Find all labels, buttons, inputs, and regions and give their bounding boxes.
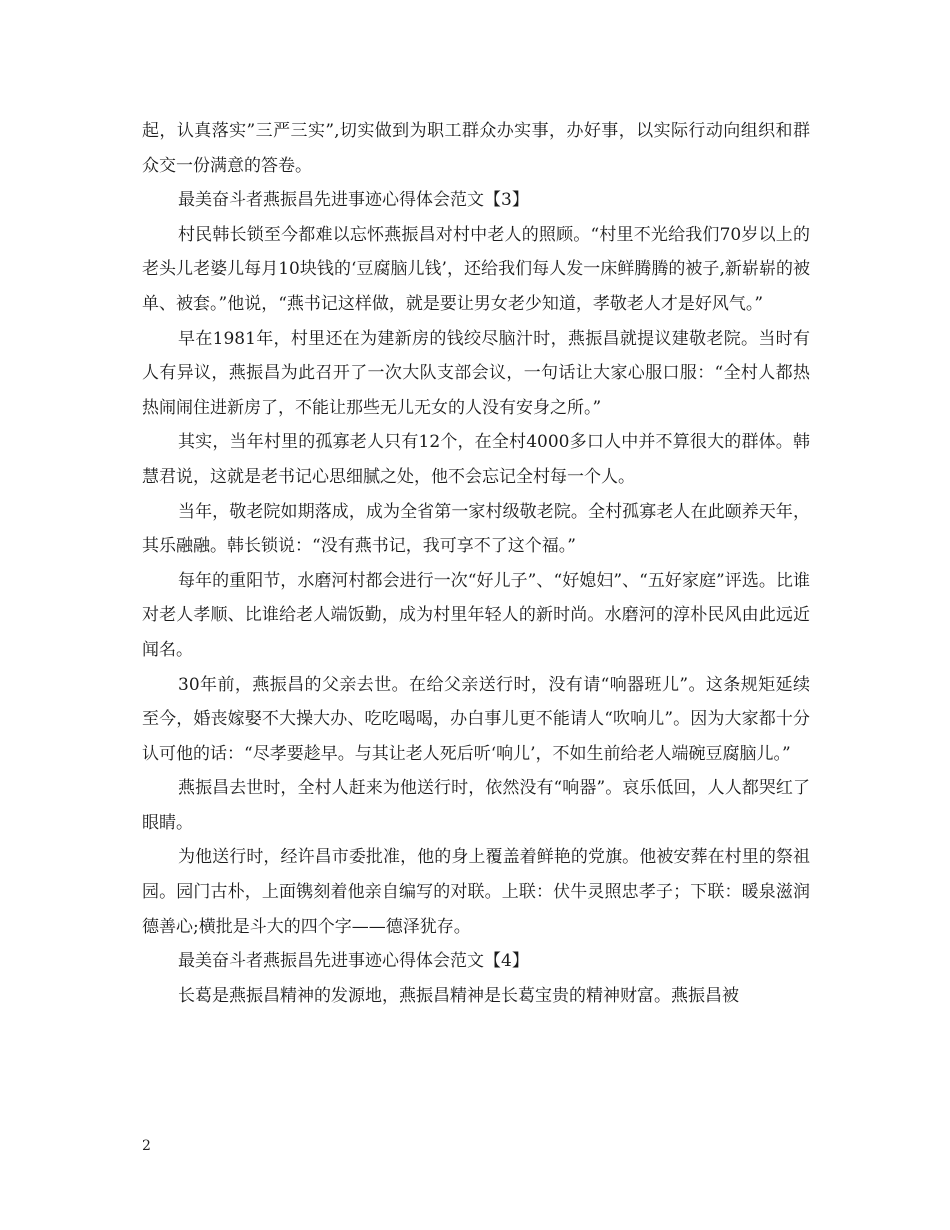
paragraph-continuation: 起，认真落实”三严三实”,切实做到为职工群众办实事，办好事，以实际行动向组织和群众交一份满意的答卷。 — [142, 121, 810, 176]
paragraph: 燕振昌去世时，全村人赶来为他送行时，依然没有“响器”。哀乐低回，人人都哭红了眼睛。 — [142, 778, 810, 833]
paragraph: 30年前，燕振昌的父亲去世。在给父亲送行时，没有请“响器班儿”。这条规矩延续至今，婚丧嫁娶不大操大办、吃吃喝喝，办白事儿更不能请人“吹响儿”。因为大家都十分认可他的话：“尽孝要趁早。与其让老人死后听‘响儿’，不如生前给老人端碗豆腐脑儿。” — [142, 674, 810, 764]
page-number: 2 — [142, 1138, 151, 1154]
paragraph: 当年，敬老院如期落成，成为全省第一家村级敬老院。全村孤寡老人在此颐养天年，其乐融融。韩长锁说：“没有燕书记，我可享不了这个福。” — [142, 501, 810, 557]
document-body — [142, 114, 810, 1013]
paragraph: 早在1981年，村里还在为建新房的钱绞尽脑汁时，燕振昌就提议建敬老院。当时有人有异议，燕振昌为此召开了一次大队支部会议，一句话让大家心服口服：“全村人都热热闹闹住进新房了，不能让那些无儿无女的人没有安身之所。” — [142, 328, 810, 418]
section-heading-4: 最美奋斗者燕振昌先进事迹心得体会范文【4】 — [178, 951, 529, 972]
paragraph: 为他送行时，经许昌市委批准，他的身上覆盖着鲜艳的党旗。他被安葬在村里的祭祖园。园门古朴，上面镌刻着他亲自编写的对联。上联：伏牛灵照忠孝子；下联：暖泉滋润德善心;横批是斗大的四个字——德泽犹存。 — [142, 847, 810, 937]
section-heading-3: 最美奋斗者燕振昌先进事迹心得体会范文【3】 — [178, 190, 529, 211]
paragraph: 其实，当年村里的孤寡老人只有12个，在全村4000多口人中并不算很大的群体。韩慧君说，这就是老书记心思细腻之处，他不会忘记全村每一个人。 — [142, 432, 810, 487]
paragraph: 每年的重阳节，水磨河村都会进行一次“好儿子”、“好媳妇”、“五好家庭”评选。比谁对老人孝顺、比谁给老人端饭勤，成为村里年轻人的新时尚。水磨河的淳朴民风由此远近闻名。 — [142, 570, 810, 660]
paragraph-truncated: 长葛是燕振昌精神的发源地，燕振昌精神是长葛宝贵的精神财富。燕振昌被 — [178, 985, 739, 1006]
paragraph: 村民韩长锁至今都难以忘怀燕振昌对村中老人的照顾。“村里不光给我们70岁以上的老头儿老婆儿每月10块钱的‘豆腐脑儿钱’，还给我们每人发一床鲜腾腾的被子,新崭崭的被单、被套。”他说，“燕书记这样做，就是要让男女老少知道，孝敬老人才是好风气。” — [142, 224, 810, 314]
